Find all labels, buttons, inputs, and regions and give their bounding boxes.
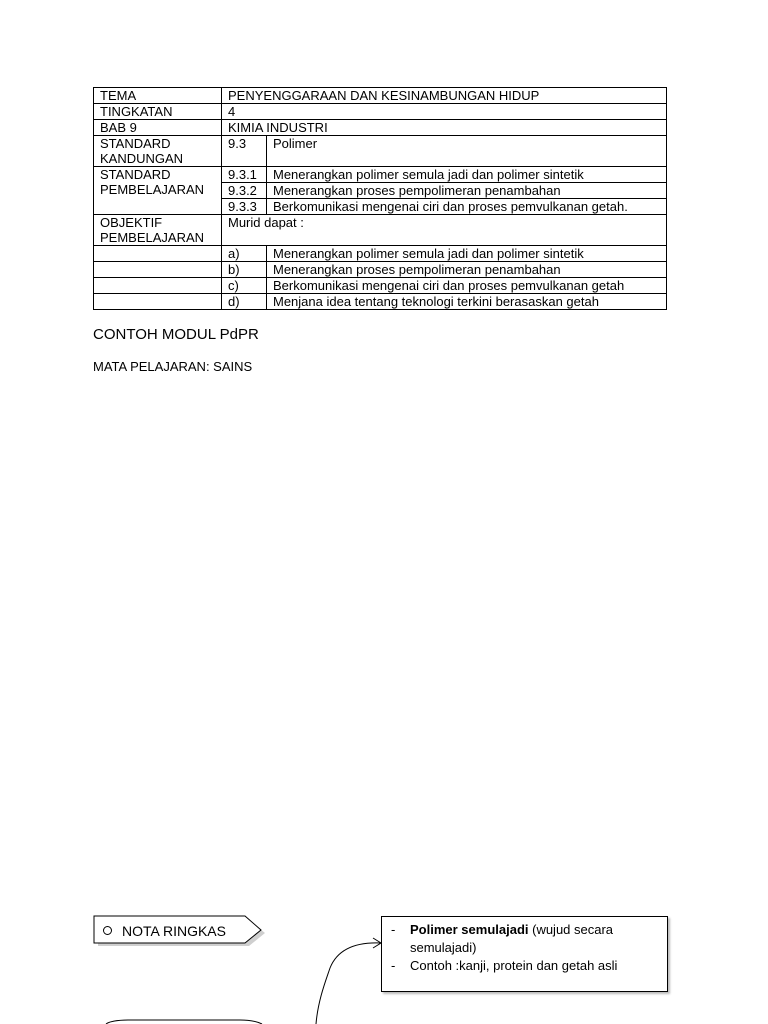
obj-text: Menerangkan proses pempolimeran penambahan (267, 262, 667, 278)
objektif-label: OBJEKTIF PEMBELAJARAN (94, 215, 222, 246)
sp-code: 9.3.3 (222, 199, 267, 215)
obj-code: a) (222, 246, 267, 262)
polimer-semulajadi-term: Polimer semulajadi (410, 922, 529, 937)
tema-value: PENYENGGARAAN DAN KESINAMBUNGAN HIDUP (222, 88, 667, 104)
tingkatan-label: TINGKATAN (94, 104, 222, 120)
subject-heading: MATA PELAJARAN: SAINS (93, 359, 253, 374)
dash-bullet: - (391, 922, 396, 937)
nota-ringkas-tag (93, 915, 265, 945)
tema-label: TEMA (94, 88, 222, 104)
tingkatan-value: 4 (222, 104, 667, 120)
obj-text: Menerangkan polimer semula jadi dan polimer sintetik (267, 246, 667, 262)
sp-code: 9.3.2 (222, 183, 267, 199)
polimer-semulajadi-box (381, 916, 668, 992)
circle-bullet-icon (103, 926, 112, 935)
obj-text: Menjana idea tentang teknologi terkini berasaskan getah (267, 294, 667, 310)
module-heading: CONTOH MODUL PdPR (93, 326, 259, 343)
sp-text: Menerangkan proses pempolimeran penambahan (267, 183, 667, 199)
obj-code: c) (222, 278, 267, 294)
next-shape-edge (106, 1020, 262, 1024)
obj-code: b) (222, 262, 267, 278)
polimer-semulajadi-desc: (wujud secara semulajadi) (410, 922, 614, 955)
standard-kandungan-value: Polimer (267, 136, 667, 167)
standard-pembelajaran-label: STANDARD PEMBELAJARAN (94, 167, 222, 215)
contoh-text: Contoh :kanji, protein dan getah asli (410, 958, 618, 973)
standard-kandungan-code: 9.3 (222, 136, 267, 167)
bab-label: BAB 9 (94, 120, 222, 136)
obj-code: d) (222, 294, 267, 310)
obj-text: Berkomunikasi mengenai ciri dan proses pemvulkanan getah (267, 278, 667, 294)
nota-ringkas-label: NOTA RINGKAS (122, 923, 226, 939)
sp-code: 9.3.1 (222, 167, 267, 183)
dash-bullet: - (391, 958, 396, 973)
sp-text: Berkomunikasi mengenai ciri dan proses pemvulkanan getah. (267, 199, 667, 215)
objektif-intro: Murid dapat : (222, 215, 667, 246)
bab-value: KIMIA INDUSTRI (222, 120, 667, 136)
sp-text: Menerangkan polimer semula jadi dan polimer sintetik (267, 167, 667, 183)
standard-kandungan-label: STANDARD KANDUNGAN (94, 136, 222, 167)
